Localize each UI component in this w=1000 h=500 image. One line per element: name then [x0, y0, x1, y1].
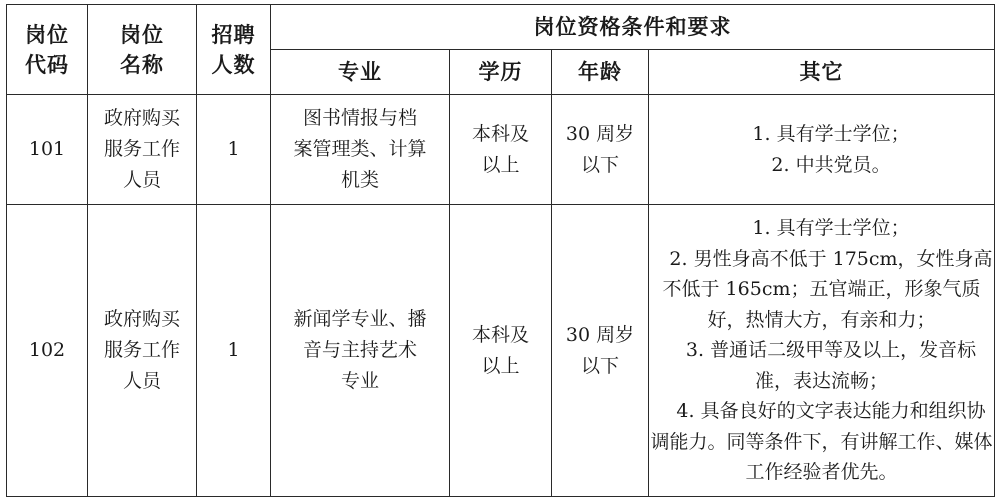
header-post-code: 岗位 代码 [7, 5, 88, 95]
header-age: 年龄 [552, 50, 649, 95]
other-requirements-cell: 1. 具有学士学位； 2. 中共党员。 [649, 95, 995, 205]
post-name-cell: 政府购买 服务工作 人员 [88, 205, 197, 497]
header-major: 专业 [271, 50, 450, 95]
age-cell: 30 周岁 以下 [552, 95, 649, 205]
hire-count-cell: 1 [197, 95, 271, 205]
header-education: 学历 [450, 50, 552, 95]
recruitment-table [6, 4, 995, 497]
other-requirements-cell: 1. 具有学士学位； 2. 男性身高不低于 175cm，女性身高不低于 165cm；五官端正，形象气质好，热情大方，有亲和力； 3. 普通话二级甲等及以上，发音标准，表达流畅； 4. 具备良好的文字表达能力和组织协调能力。同等条件下，有讲解工作、媒体工作经验者优先。 [649, 205, 995, 497]
header-post-name: 岗位 名称 [88, 5, 197, 95]
post-code-cell: 102 [7, 205, 88, 497]
table-row [7, 205, 995, 497]
header-hire-count: 招聘 人数 [197, 5, 271, 95]
major-cell: 新闻学专业、播 音与主持艺术 专业 [271, 205, 450, 497]
hire-count-cell: 1 [197, 205, 271, 497]
header-requirements: 岗位资格条件和要求 [271, 5, 995, 50]
education-cell: 本科及 以上 [450, 205, 552, 497]
major-cell: 图书情报与档 案管理类、计算 机类 [271, 95, 450, 205]
age-cell: 30 周岁 以下 [552, 205, 649, 497]
header-other: 其它 [649, 50, 995, 95]
table-row [7, 95, 995, 205]
post-name-cell: 政府购买 服务工作 人员 [88, 95, 197, 205]
post-code-cell: 101 [7, 95, 88, 205]
education-cell: 本科及 以上 [450, 95, 552, 205]
